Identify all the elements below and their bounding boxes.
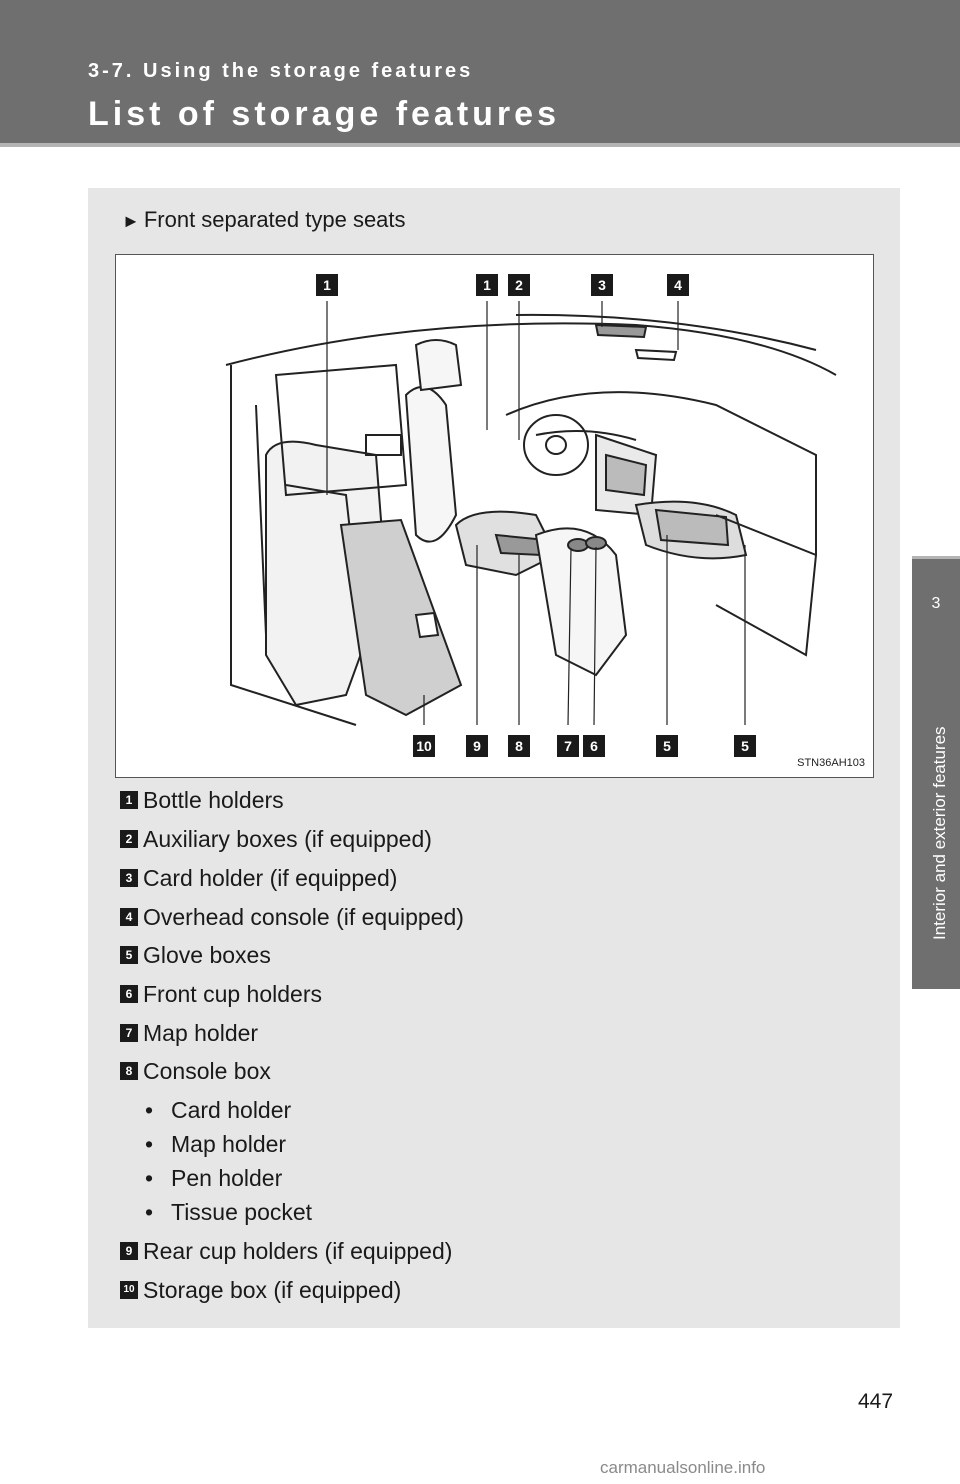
callout-10: 10	[413, 735, 435, 757]
legend-item	[120, 942, 271, 972]
number-badge: 2	[120, 830, 138, 848]
subheading-text: Front separated type seats	[143, 207, 406, 232]
callout-2: 2	[508, 274, 530, 296]
figure-code: STN36AH103	[797, 757, 865, 769]
page-title: List of storage features	[88, 95, 560, 133]
legend-item	[120, 826, 432, 856]
number-badge: 5	[120, 946, 138, 964]
callout-8: 8	[508, 735, 530, 757]
callout-3: 3	[591, 274, 613, 296]
bullet-item: • Tissue pocket	[145, 1199, 313, 1225]
legend-label: Console box	[143, 1058, 271, 1084]
page-number: 447	[858, 1390, 894, 1413]
legend-item	[120, 1277, 401, 1307]
bullet-text: Map holder	[171, 1131, 287, 1157]
number-badge: 8	[120, 1062, 138, 1080]
legend-label: Rear cup holders (if equipped)	[143, 1238, 453, 1264]
callout-1: 1	[316, 274, 338, 296]
legend-label: Card holder (if equipped)	[143, 865, 398, 891]
legend-item	[120, 1020, 258, 1050]
page-header	[0, 0, 960, 147]
chapter-name: Interior and exterior features	[930, 726, 949, 940]
callout-9: 9	[466, 735, 488, 757]
number-badge: 6	[120, 985, 138, 1003]
legend-label: Auxiliary boxes (if equipped)	[143, 826, 432, 852]
number-badge: 1	[120, 791, 138, 809]
legend-item	[120, 1238, 452, 1268]
bullet-item: • Card holder	[145, 1097, 292, 1123]
bullet-text: Tissue pocket	[171, 1199, 313, 1225]
subheading	[122, 207, 406, 233]
legend-item	[120, 1058, 271, 1088]
legend-item	[120, 865, 397, 895]
number-badge: 3	[120, 869, 138, 887]
callout-1: 1	[476, 274, 498, 296]
legend-item	[120, 904, 464, 934]
chapter-number: 3	[931, 595, 941, 612]
bullet-item: • Pen holder	[145, 1165, 283, 1191]
legend-item	[120, 981, 322, 1011]
bullet-text: Pen holder	[171, 1165, 283, 1191]
number-badge: 7	[120, 1024, 138, 1042]
legend-label: Front cup holders	[143, 981, 322, 1007]
callout-5: 5	[656, 735, 678, 757]
callout-4: 4	[667, 274, 689, 296]
watermark: carmanualsonline.info	[600, 1458, 766, 1477]
number-badge: 10	[120, 1281, 138, 1299]
bullet-text: Card holder	[171, 1097, 292, 1123]
number-badge: 4	[120, 908, 138, 926]
legend-label: Bottle holders	[143, 787, 284, 813]
callout-5: 5	[734, 735, 756, 757]
bullet-item: • Map holder	[145, 1131, 287, 1157]
callout-6: 6	[583, 735, 605, 757]
number-badge: 9	[120, 1242, 138, 1260]
legend-label: Map holder	[143, 1020, 259, 1046]
legend-item	[120, 787, 284, 817]
interior-illustration	[115, 254, 874, 778]
legend-label: Glove boxes	[143, 942, 271, 968]
legend-label: Overhead console (if equipped)	[143, 904, 464, 930]
section-label: 3-7. Using the storage features	[88, 60, 474, 82]
callout-7: 7	[557, 735, 579, 757]
car-interior-drawing	[116, 255, 873, 777]
legend-label: Storage box (if equipped)	[143, 1277, 402, 1303]
arrow-icon: ►	[122, 211, 140, 231]
